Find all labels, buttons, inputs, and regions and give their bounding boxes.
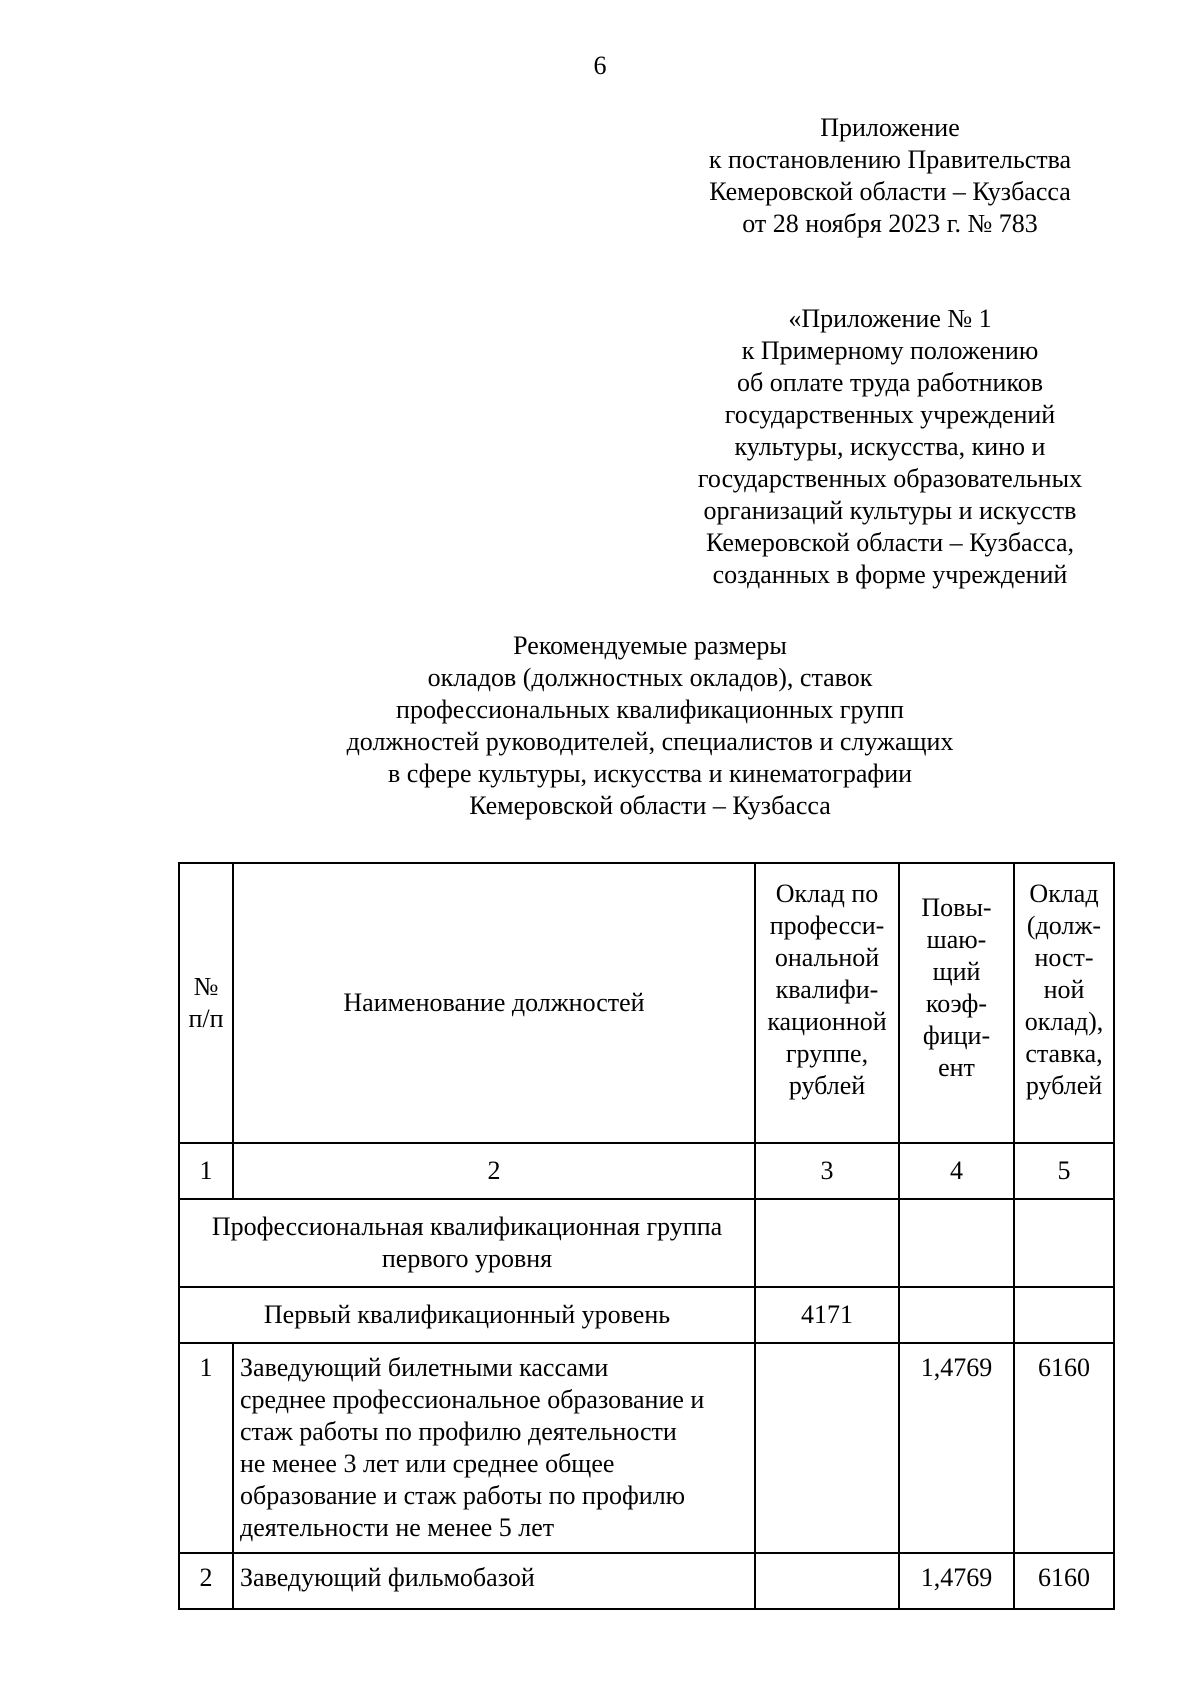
group-salary (755, 1343, 899, 1553)
annex-header-line: Приложение (820, 113, 960, 142)
annex-sub-line: созданных в форме учреждений (712, 560, 1068, 589)
group-name-line: Профессиональная квалификационная группа (211, 1212, 723, 1241)
header-text: ност- (1034, 943, 1094, 972)
header-text: Повы- (921, 893, 992, 922)
position-name (233, 1553, 755, 1609)
header-text: професси- (769, 911, 885, 940)
empty-cell (899, 1287, 1014, 1343)
position-name-line: образование и стаж работы по профилю (240, 1481, 686, 1510)
column-number: 1 (179, 1143, 233, 1199)
column-number: 4 (899, 1143, 1014, 1199)
qualification-level-row (179, 1287, 1114, 1343)
annex-sub-header (620, 303, 1160, 591)
header-text: щий (932, 957, 981, 986)
qualification-group-name (179, 1199, 755, 1287)
column-number: 5 (1014, 1143, 1114, 1199)
position-name-line: не менее 3 лет или среднее общее (240, 1449, 615, 1478)
header-cell-coefficient (899, 863, 1014, 1143)
annex-sub-line: организаций культуры и искусств (703, 496, 1077, 525)
table-header-row (179, 863, 1114, 1143)
header-text: п/п (188, 1004, 224, 1033)
header-text: ент (938, 1053, 975, 1082)
annex-sub-line: об оплате труда работников (736, 368, 1044, 397)
table-row (179, 1343, 1114, 1553)
empty-cell (899, 1199, 1014, 1287)
header-text: фици- (922, 1021, 991, 1050)
coefficient: 1,4769 (899, 1343, 1014, 1553)
row-number: 2 (179, 1553, 233, 1609)
header-text: кационной (767, 1007, 887, 1036)
annex-header-line: к постановлению Правительства (708, 145, 1072, 174)
salary-table (178, 862, 1115, 1610)
header-text: Наименование должностей (343, 988, 645, 1017)
page-number: 6 (593, 51, 607, 80)
salary: 6160 (1014, 1343, 1114, 1553)
annex-sub-line: «Приложение № 1 (788, 304, 992, 333)
header-cell-salary (1014, 863, 1114, 1143)
document-title (165, 630, 1135, 822)
header-text: ной (1043, 975, 1085, 1004)
position-name-line: стаж работы по профилю деятельности (240, 1417, 677, 1446)
header-text: ональной (774, 943, 880, 972)
qualification-group-row (179, 1199, 1114, 1287)
row-number: 1 (179, 1343, 233, 1553)
header-text: (долж- (1026, 911, 1102, 940)
annex-header (620, 112, 1160, 240)
header-text: № (193, 972, 219, 1001)
position-name (233, 1343, 755, 1553)
title-line: окладов (должностных окладов), ставок (427, 663, 873, 692)
annex-header-line: от 28 ноября 2023 г. № 783 (742, 209, 1038, 238)
column-number: 2 (233, 1143, 755, 1199)
title-line: должностей руководителей, специалистов и служащих (346, 727, 954, 756)
coefficient: 1,4769 (899, 1553, 1014, 1609)
empty-cell (755, 1199, 899, 1287)
header-text: квалифи- (775, 975, 879, 1004)
annex-sub-line: к Примерному положению (741, 336, 1039, 365)
annex-sub-line: культуры, искусства, кино и (734, 432, 1046, 461)
group-salary (755, 1553, 899, 1609)
position-name-line: Заведующий билетными кассами (240, 1353, 609, 1382)
position-name-line: деятельности не менее 5 лет (240, 1513, 555, 1542)
column-number-row (179, 1143, 1114, 1199)
column-number: 3 (755, 1143, 899, 1199)
title-line: профессиональных квалификационных групп (396, 695, 904, 724)
annex-sub-line: государственных образовательных (697, 464, 1083, 493)
header-text: рублей (1025, 1071, 1103, 1100)
position-name-line: Заведующий фильмобазой (240, 1563, 535, 1592)
header-text: Оклад по (775, 879, 879, 908)
title-line: Рекомендуемые размеры (513, 631, 787, 660)
qualification-level-salary: 4171 (755, 1287, 899, 1343)
title-line: Кемеровской области – Кузбасса (469, 791, 831, 820)
header-text: шаю- (926, 925, 987, 954)
salary: 6160 (1014, 1553, 1114, 1609)
annex-sub-line: Кемеровской области – Кузбасса, (705, 528, 1075, 557)
header-text: коэф- (925, 989, 988, 1018)
header-text: группе, (785, 1039, 869, 1068)
header-text: оклад), (1024, 1007, 1104, 1036)
header-text: ставка, (1025, 1039, 1103, 1068)
empty-cell (1014, 1199, 1114, 1287)
annex-sub-line: государственных учреждений (724, 400, 1056, 429)
empty-cell (1014, 1287, 1114, 1343)
table-row (179, 1553, 1114, 1609)
header-cell-position-name (233, 863, 755, 1143)
header-text: рублей (788, 1071, 866, 1100)
header-text: Оклад (1029, 879, 1099, 908)
title-line: в сфере культуры, искусства и кинематографии (387, 759, 913, 788)
position-name-line: среднее профессиональное образование и (240, 1385, 705, 1414)
annex-header-line: Кемеровской области – Кузбасса (709, 177, 1071, 206)
qualification-level-name: Первый квалификационный уровень (179, 1287, 755, 1343)
header-cell-number (179, 863, 233, 1143)
header-cell-group-salary (755, 863, 899, 1143)
group-name-line: первого уровня (381, 1244, 553, 1273)
